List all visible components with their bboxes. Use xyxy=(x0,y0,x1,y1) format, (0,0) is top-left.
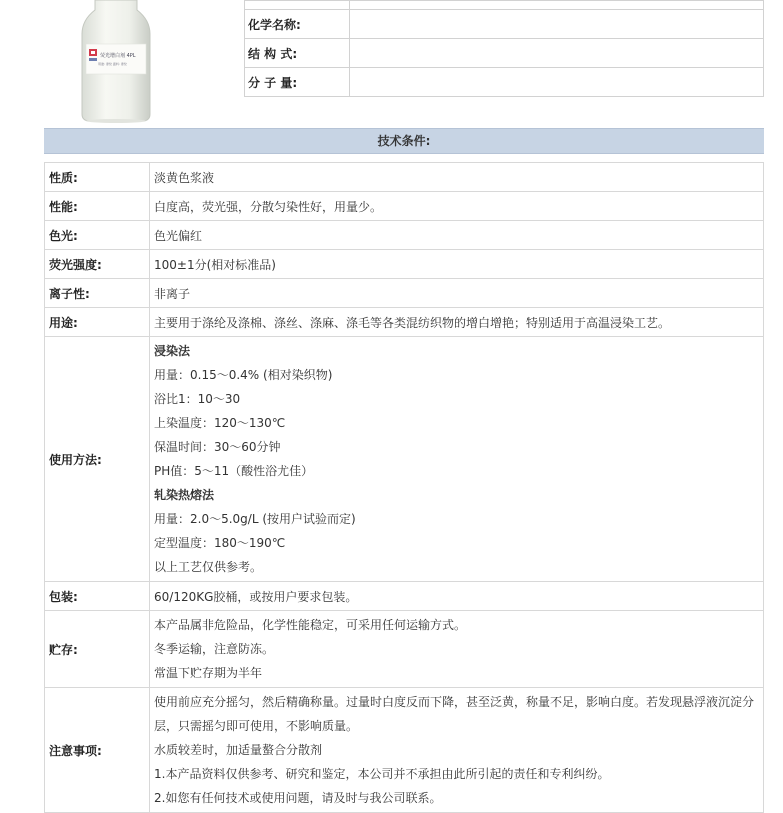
method-line: PH值：5～11（酸性浴尤佳） xyxy=(154,464,314,478)
storage-line: 常温下贮存期为半年 xyxy=(154,666,263,680)
storage-value xyxy=(150,611,764,688)
info-row-structure xyxy=(245,39,764,68)
method-line: 用量：2.0～5.0g/L (按用户试验而定) xyxy=(154,512,356,526)
strength-value: 100±1分(相对标准品) xyxy=(150,250,764,279)
notes-line: 使用前应充分摇匀，然后精确称量。过量时白度反而下降，甚至泛黄，称量不足，影响白度。若发现悬浮液沉淀分层，只需摇匀即可使用，不影响质量。 xyxy=(154,695,755,733)
structure-value xyxy=(350,39,764,68)
chemical-name-label: 化学名称: xyxy=(245,10,350,39)
shade-label: 色光: xyxy=(45,221,150,250)
molecular-weight-label: 分 子 量: xyxy=(245,68,350,97)
molecular-weight-value xyxy=(350,68,764,97)
product-bottle-image xyxy=(78,0,154,124)
info-row-value xyxy=(350,1,764,10)
info-row-molecular-weight xyxy=(245,68,764,97)
performance-label: 性能: xyxy=(45,192,150,221)
structure-label: 结 构 式: xyxy=(245,39,350,68)
spec-row-notes xyxy=(45,688,764,813)
method-line: 以上工艺仅供参考。 xyxy=(154,560,263,574)
spec-row-method xyxy=(45,337,764,582)
method-line: 浴比1：10～30 xyxy=(154,392,241,406)
notes-label: 注意事项: xyxy=(45,688,150,813)
info-row-label xyxy=(245,1,350,10)
info-row-top xyxy=(245,1,764,10)
info-row-chemical-name xyxy=(245,10,764,39)
storage-label: 贮存: xyxy=(45,611,150,688)
spec-row-strength xyxy=(45,250,764,279)
spec-row-storage xyxy=(45,611,764,688)
notes-value xyxy=(150,688,764,813)
notes-line: 2.如您有任何技术或使用问题，请及时与我公司联系。 xyxy=(154,791,442,805)
spec-row-ionic xyxy=(45,279,764,308)
chemical-name-value xyxy=(350,10,764,39)
usage-value: 主要用于涤纶及涤棉、涤丝、涤麻、涤毛等各类混纺织物的增白增艳；特别适用于高温浸染工艺。 xyxy=(150,308,764,337)
storage-line: 冬季运输，注意防冻。 xyxy=(154,642,275,656)
notes-line: 1.本产品资料仅供参考、研究和鉴定，本公司并不承担由此所引起的责任和专利纠纷。 xyxy=(154,767,610,781)
ionic-value: 非离子 xyxy=(150,279,764,308)
usage-label: 用途: xyxy=(45,308,150,337)
spec-row-property xyxy=(45,163,764,192)
performance-value: 白度高，荧光强，分散匀染性好，用量少。 xyxy=(150,192,764,221)
bottle-label-detail: 用途: 涤纶 面料: 涤纶 xyxy=(98,62,127,66)
method-label: 使用方法: xyxy=(45,337,150,582)
bottle-label-title: 荧光增白剂 4PL xyxy=(100,53,136,59)
method-heading-dip-dyeing: 浸染法 xyxy=(154,344,191,358)
ionic-label: 离子性: xyxy=(45,279,150,308)
method-value xyxy=(150,337,764,582)
method-line: 上染温度：120～130℃ xyxy=(154,416,286,430)
storage-line: 本产品属非危险品，化学性能稳定，可采用任何运输方式。 xyxy=(154,618,467,632)
spec-row-package xyxy=(45,582,764,611)
spec-row-usage xyxy=(45,308,764,337)
method-line: 保温时间：30～60分钟 xyxy=(154,440,281,454)
strength-label: 荧光强度: xyxy=(45,250,150,279)
method-line: 用量：0.15～0.4% (相对染织物) xyxy=(154,368,333,382)
notes-line: 水质较差时，加适量螯合分散剂 xyxy=(154,743,323,757)
spec-row-performance xyxy=(45,192,764,221)
method-line: 定型温度：180～190℃ xyxy=(154,536,286,550)
spec-section-header: 技术条件: xyxy=(44,128,764,154)
method-heading-pad-thermosol: 轧染热熔法 xyxy=(154,488,215,502)
spec-table xyxy=(44,162,764,813)
package-label: 包装: xyxy=(45,582,150,611)
package-value: 60/120KG胶桶，或按用户要求包装。 xyxy=(150,582,764,611)
property-value: 淡黄色浆液 xyxy=(150,163,764,192)
property-label: 性质: xyxy=(45,163,150,192)
spec-row-shade xyxy=(45,221,764,250)
product-info-table xyxy=(244,0,764,97)
shade-value: 色光偏红 xyxy=(150,221,764,250)
